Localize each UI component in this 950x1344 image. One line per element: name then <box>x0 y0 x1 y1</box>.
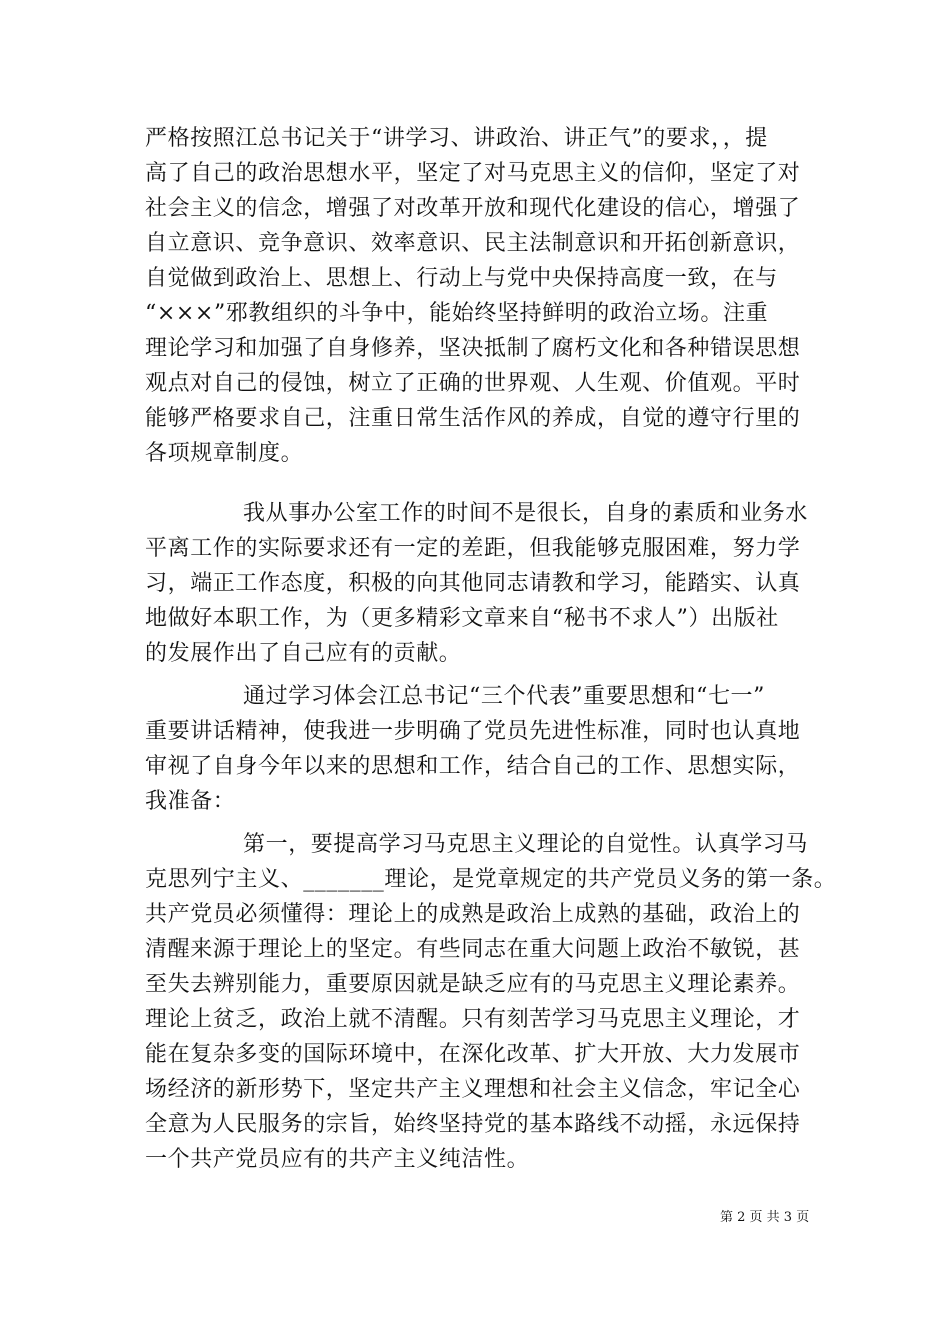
page-number-footer: 第 2 页 共 3 页 <box>720 1210 810 1225</box>
paragraph-line: 习，端正工作态度，积极的向其他同志请教和学习，能踏实、认真 <box>145 571 801 596</box>
paragraph-line: 清醒来源于理论上的坚定。有些同志在重大问题上政治不敏锐，甚 <box>145 937 801 962</box>
paragraph-line: 我准备： <box>145 789 236 814</box>
paragraph-line: 审视了自身今年以来的思想和工作，结合自己的工作、思想实际， <box>145 754 801 779</box>
paragraph-line: 能够严格要求自己，注重日常生活作风的养成，自觉的遵守行里的 <box>145 406 801 431</box>
paragraph-line: 理论上贫乏，政治上就不清醒。只有刻苦学习马克思主义理论，才 <box>145 1007 801 1032</box>
paragraph-line: 自立意识、竞争意识、效率意识、民主法制意识和开拓创新意识， <box>145 231 801 256</box>
paragraph-line: 克思列宁主义、_______理论，是党章规定的共产党员义务的第一条。 <box>145 867 837 892</box>
paragraph-line: 理论学习和加强了自身修养，坚决抵制了腐朽文化和各种错误思想 <box>145 336 801 361</box>
paragraph-line: 观点对自己的侵蚀，树立了正确的世界观、人生观、价值观。平时 <box>145 371 801 396</box>
paragraph-line: 地做好本职工作，为（更多精彩文章来自“秘书不求人”）出版社 <box>145 606 779 631</box>
paragraph-line: 自觉做到政治上、思想上、行动上与党中央保持高度一致，在与 <box>145 266 778 291</box>
paragraph-line: 全意为人民服务的宗旨，始终坚持党的基本路线不动摇，永远保持 <box>145 1112 801 1137</box>
paragraph-line: “×××”邪教组织的斗争中，能始终坚持鲜明的政治立场。注重 <box>145 301 769 326</box>
paragraph-line: 通过学习体会江总书记“三个代表”重要思想和“七一” <box>243 684 765 709</box>
paragraph-line: 一个共产党员应有的共产主义纯洁性。 <box>145 1147 530 1172</box>
paragraph-line: 平离工作的实际要求还有一定的差距，但我能够克服困难，努力学 <box>145 536 801 561</box>
paragraph-line: 的发展作出了自己应有的贡献。 <box>145 641 462 666</box>
paragraph-line: 高了自己的政治思想水平，坚定了对马克思主义的信仰，坚定了对 <box>145 161 801 186</box>
paragraph-line: 第一，要提高学习马克思主义理论的自觉性。认真学习马 <box>243 832 809 857</box>
paragraph-line: 严格按照江总书记关于“讲学习、讲政治、讲正气”的要求，，提 <box>145 126 768 151</box>
paragraph-line: 能在复杂多变的国际环境中，在深化改革、扩大开放、大力发展市 <box>145 1042 801 1067</box>
paragraph-line: 场经济的新形势下，坚定共产主义理想和社会主义信念，牢记全心 <box>145 1077 801 1102</box>
paragraph-line: 社会主义的信念，增强了对改革开放和现代化建设的信心，增强了 <box>145 196 801 221</box>
paragraph-line: 共产党员必须懂得：理论上的成熟是政治上成熟的基础，政治上的 <box>145 902 801 927</box>
paragraph-line: 我从事办公室工作的时间不是很长，自身的素质和业务水 <box>243 501 809 526</box>
paragraph-line: 各项规章制度。 <box>145 441 304 466</box>
paragraph-line: 重要讲话精神，使我进一步明确了党员先进性标准，同时也认真地 <box>145 719 801 744</box>
paragraph-line: 至失去辨别能力，重要原因就是缺乏应有的马克思主义理论素养。 <box>145 972 801 997</box>
